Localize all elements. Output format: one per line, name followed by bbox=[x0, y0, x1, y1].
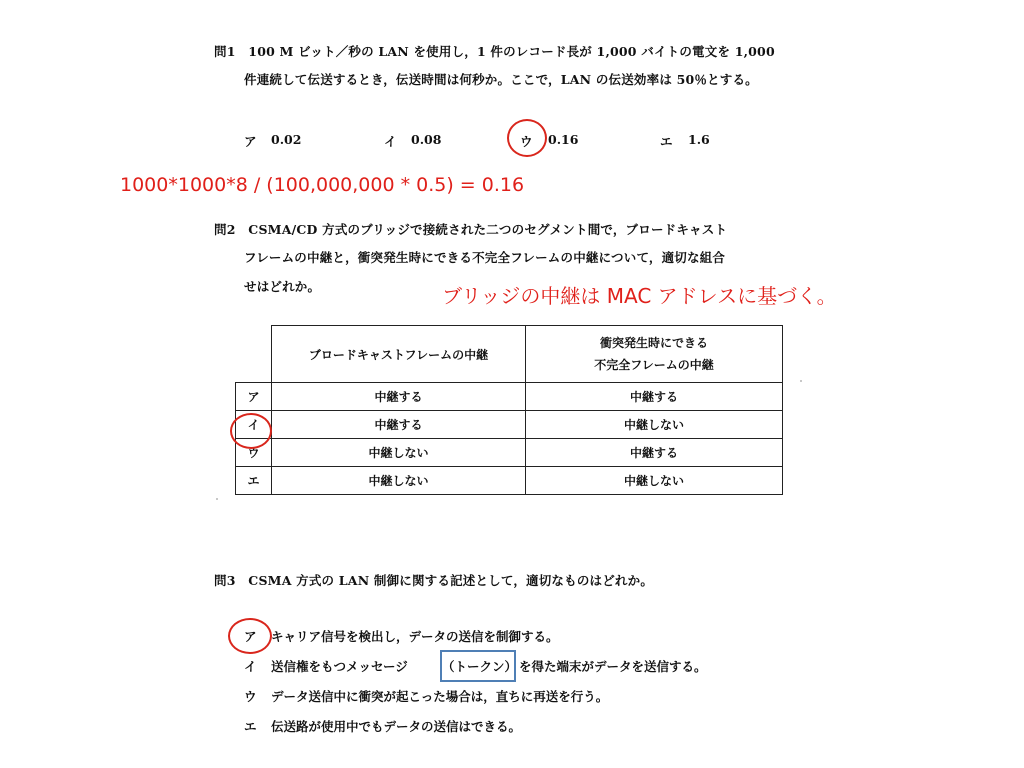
q1-choice-u-value: 0.16 bbox=[548, 132, 579, 147]
q1-choice-i-value: 0.08 bbox=[411, 132, 442, 147]
q1-choice-e-value: 1.6 bbox=[688, 132, 710, 147]
header-broadcast-relay: ブロードキャストフレームの中継 bbox=[272, 326, 526, 383]
row-cell: 中継しない bbox=[526, 411, 783, 439]
table-row bbox=[236, 411, 783, 439]
q1-line2: 件連続して伝送するとき，伝送時間は何秒か。ここで，LAN の伝送効率は 50％とする。 bbox=[244, 72, 758, 87]
row-cell: 中継しない bbox=[272, 467, 526, 495]
q3-choice-i-token: （トークン） bbox=[442, 659, 518, 674]
q3-choice-u-text: データ送信中に衝突が起こった場合は，直ちに再送を行う。 bbox=[271, 689, 609, 704]
q2-line2: フレームの中継と，衝突発生時にできる不完全フレームの中継について，適切な組合 bbox=[244, 250, 726, 265]
header-col2-line1: 衝突発生時にできる bbox=[599, 336, 708, 350]
q3-choice-i-label: イ bbox=[244, 659, 257, 674]
row-cell: 中継する bbox=[526, 439, 783, 467]
table-row bbox=[236, 467, 783, 495]
q1-answer-circle bbox=[507, 119, 547, 157]
q3-choice-u-label: ウ bbox=[244, 689, 257, 704]
row-cell: 中継する bbox=[272, 411, 526, 439]
q2-line1: 問2 CSMA/CD 方式のブリッジで接続された二つのセグメント間で，ブロードキャスト bbox=[214, 222, 728, 237]
q3-choice-a-label: ア bbox=[244, 629, 257, 644]
q1-choice-e-label: エ bbox=[660, 134, 673, 149]
q1-line1: 問1 100 M ビット／秒の LAN を使用し，1 件のレコード長が 1,000 バイトの電文を 1,000 bbox=[214, 44, 775, 59]
row-label: イ bbox=[236, 411, 272, 439]
row-label: ア bbox=[236, 383, 272, 411]
table-row bbox=[236, 383, 783, 411]
q3-choice-a-text: キャリア信号を検出し，データの送信を制御する。 bbox=[271, 629, 559, 644]
q1-choice-i-label: イ bbox=[384, 134, 397, 149]
q3-line1: 問3 CSMA 方式の LAN 制御に関する記述として，適切なものはどれか。 bbox=[214, 573, 654, 588]
q3-answer-circle bbox=[228, 618, 272, 654]
table-row bbox=[236, 439, 783, 467]
q2-options-table bbox=[235, 325, 783, 495]
scan-speck bbox=[216, 498, 218, 500]
q2-line3: せはどれか。 bbox=[244, 279, 321, 294]
row-cell: 中継する bbox=[272, 383, 526, 411]
q2-annotation: ブリッジの中継は MAC アドレスに基づく。 bbox=[442, 284, 837, 308]
table-corner bbox=[236, 326, 272, 383]
row-label: エ bbox=[236, 467, 272, 495]
row-cell: 中継しない bbox=[526, 467, 783, 495]
q3-choice-e-text: 伝送路が使用中でもデータの送信はできる。 bbox=[271, 719, 522, 734]
q1-annotation: 1000*1000*8 / (100,000,000 * 0.5) = 0.16 bbox=[120, 174, 525, 196]
q3-choice-e-label: エ bbox=[244, 719, 257, 734]
table-header-row bbox=[236, 326, 783, 383]
row-label: ウ bbox=[236, 439, 272, 467]
q1-choice-a-label: ア bbox=[244, 134, 257, 149]
scan-speck bbox=[800, 380, 802, 382]
q1-choice-a-value: 0.02 bbox=[271, 132, 302, 147]
row-cell: 中継する bbox=[526, 383, 783, 411]
q3-choice-i-text-after: を得た端末がデータを送信する。 bbox=[519, 659, 707, 674]
header-incomplete-frame-relay bbox=[526, 326, 783, 383]
header-col2-line2: 不完全フレームの中継 bbox=[594, 358, 714, 372]
row-cell: 中継しない bbox=[272, 439, 526, 467]
q3-token-highlight-box bbox=[440, 650, 516, 682]
q3-choice-i-text-before: 送信権をもつメッセージ bbox=[271, 659, 408, 674]
q2-answer-circle bbox=[230, 413, 272, 449]
q1-choice-u-label: ウ bbox=[520, 134, 533, 149]
